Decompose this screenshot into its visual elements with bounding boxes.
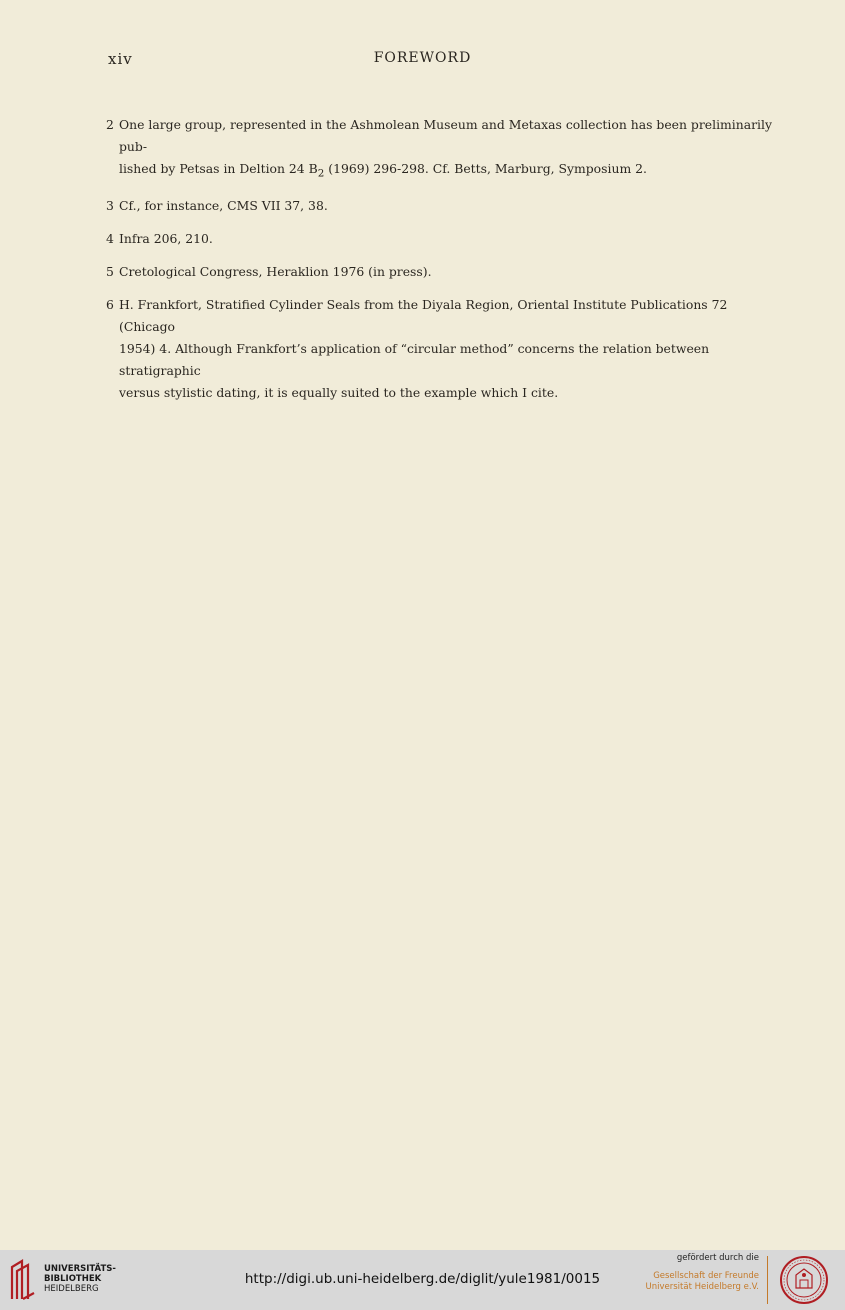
footnote-3: [108, 195, 780, 217]
library-name-line: HEIDELBERG: [44, 1284, 99, 1294]
digitization-footer: [0, 1250, 845, 1310]
footnote-text: [119, 114, 780, 184]
footnote-number: 2: [106, 117, 114, 132]
footnote-4: [108, 228, 780, 250]
footnote-number: 3: [106, 198, 114, 214]
running-head: FOREWORD: [373, 50, 472, 66]
footer-divider: [767, 1256, 768, 1304]
page-number: xiv: [108, 50, 133, 68]
sponsor-credit: [646, 1253, 759, 1293]
library-name-line: UNIVERSITÄTS-: [44, 1264, 116, 1274]
footnote-number: 6: [106, 297, 114, 313]
footnote-line: 1954) 4. Although Frankfort’s application of “circular method” concerns the relation between stratigraphic: [119, 341, 710, 379]
university-seal-icon: [779, 1255, 829, 1305]
footnote-line-part: lished by Petsas in Deltion 24 B: [119, 161, 318, 176]
footnote-text: [119, 294, 780, 404]
sponsor-label: gefördert durch die: [676, 1253, 759, 1263]
footnote-line-part: (1969) 296-298. Cf. Betts, Marburg, Symposium 2.: [324, 161, 647, 176]
footnote-line: H. Frankfort, Stratified Cylinder Seals from the Diyala Region, Oriental Institute Publications 72 (Chicago: [119, 297, 728, 335]
permalink-url[interactable]: http://digi.ub.uni-heidelberg.de/diglit/yule1981/0015: [244, 1271, 601, 1287]
sponsor-name-line: Gesellschaft der Freunde: [653, 1271, 759, 1281]
page-header: [0, 50, 845, 72]
footnote-text: Cretological Congress, Heraklion 1976 (in press).: [119, 264, 432, 280]
subscript: 2: [317, 167, 325, 180]
footnote-5: [108, 261, 780, 283]
footnote-number: 4: [106, 231, 114, 247]
footnote-text: Infra 206, 210.: [119, 231, 213, 247]
footnote-line: One large group, represented in the Ashmolean Museum and Metaxas collection has been preliminarily pub-: [119, 117, 772, 154]
footnote-6: [108, 294, 780, 404]
library-name-line: BIBLIOTHEK: [44, 1274, 102, 1284]
footnote-2: [108, 114, 780, 184]
footnote-text: Cf., for instance, CMS VII 37, 38.: [119, 198, 328, 214]
footnote-line: versus stylistic dating, it is equally suited to the example which I cite.: [119, 385, 559, 401]
footnote-line: [119, 158, 780, 184]
footnote-number: 5: [106, 264, 114, 280]
sponsor-name-line: Universität Heidelberg e.V.: [645, 1282, 759, 1292]
footnotes: [108, 114, 780, 415]
